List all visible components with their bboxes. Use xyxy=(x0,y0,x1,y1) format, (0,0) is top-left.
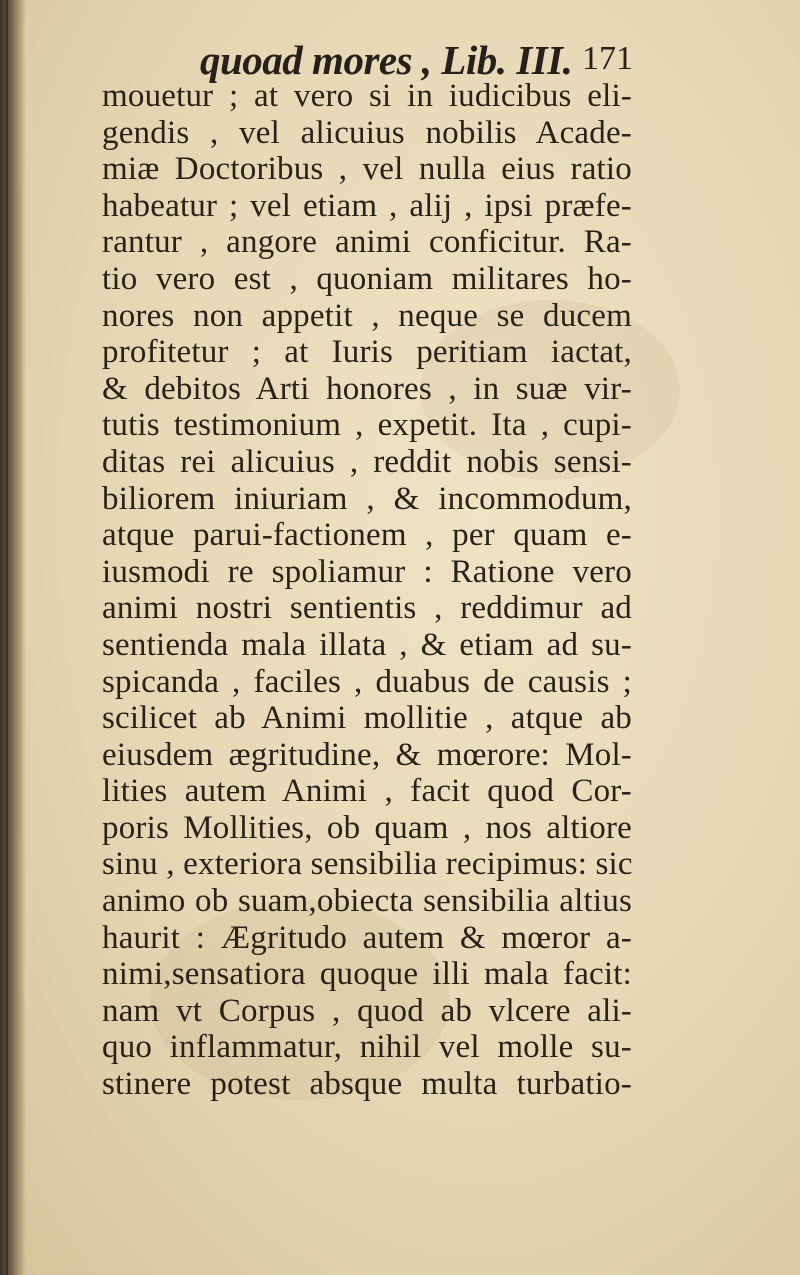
text-line: nimi,sensatiora quoque illi mala facit: xyxy=(102,956,632,993)
text-line: quo inflammatur, nihil vel molle su- xyxy=(102,1029,632,1066)
text-line: iusmodi re spoliamur : Ratione vero xyxy=(102,553,632,590)
text-line: haurit : Ægritudo autem & mœror a- xyxy=(102,919,632,956)
text-line: profitetur ; at Iuris peritiam iactat, xyxy=(102,334,632,371)
text-line: scilicet ab Animi mollitie , atque ab xyxy=(102,700,632,737)
text-line: gendis , vel alicuius nobilis Acade- xyxy=(102,114,632,151)
text-line: mouetur ; at vero si in iudicibus eli- xyxy=(102,78,632,114)
text-line: spicanda , faciles , duabus de causis ; xyxy=(102,663,632,700)
text-line: nores non appetit , neque se ducem xyxy=(102,297,632,334)
text-line: sentienda mala illata , & etiam ad su- xyxy=(102,626,632,663)
text-line: eiusdem ægritudine, & mœrore: Mol- xyxy=(102,736,632,773)
text-line: rantur , angore animi conficitur. Ra- xyxy=(102,224,632,261)
text-line: stinere potest absque multa turbatio- xyxy=(102,1066,632,1103)
text-line: habeatur ; vel etiam , alij , ipsi præfe- xyxy=(102,187,632,224)
text-line: tio vero est , quoniam militares ho- xyxy=(102,260,632,297)
binding-gutter xyxy=(0,0,26,1275)
text-line: sinu , exteriora sensibilia recipimus: sic xyxy=(102,846,633,883)
binding-edge xyxy=(6,0,8,1275)
running-title: quoad mores , Lib. III. xyxy=(200,37,573,83)
text-line: & debitos Arti honores , in suæ vir- xyxy=(102,370,632,407)
text-line: poris Mollities, ob quam , nos altiore xyxy=(102,809,632,846)
text-line: tutis testimonium , expetit. Ita , cupi- xyxy=(102,407,632,444)
text-line: atque parui-factionem , per quam e- xyxy=(102,517,632,554)
text-line: animi nostri sentientis , reddimur ad xyxy=(102,590,632,627)
text-line: animo ob suam,obiecta sensibilia altius xyxy=(102,883,632,920)
page-number: 171 xyxy=(582,40,633,77)
text-line: ditas rei alicuius , reddit nobis sensi- xyxy=(102,443,632,480)
text-line: miæ Doctoribus , vel nulla eius ratio xyxy=(102,151,632,188)
text-line: lities autem Animi , facit quod Cor- xyxy=(102,773,632,810)
body-text xyxy=(102,78,632,1103)
text-line: biliorem iniuriam , & incommodum, xyxy=(102,480,632,517)
text-line: nam vt Corpus , quod ab vlcere ali- xyxy=(102,992,632,1029)
